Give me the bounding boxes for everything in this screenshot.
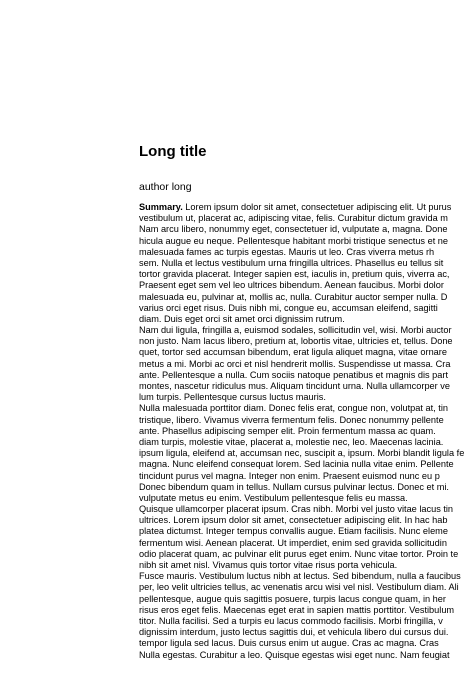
text-line: vulputate metus eu enim. Vestibulum pellentesque felis eu massa. [139, 492, 408, 503]
text-line: diam turpis, molestie vitae, placerat a, molestie nec, leo. Maecenas lacinia. [139, 436, 444, 447]
summary-label: Summary. [139, 202, 183, 212]
paper-author: author long [139, 181, 192, 193]
text-line: nibh sit amet nisl. Vivamus quis tortor vitae risus porta vehicula. [139, 560, 398, 570]
text-line: montes, nascetur ridiculus mus. Aliquam tincidunt urna. Nulla ullamcorper ve [139, 381, 450, 391]
text-line: ante. Pellentesque a nulla. Cum sociis natoque penatibus et magnis dis part [139, 369, 448, 380]
text-line: tincidunt purus vel magna. Integer non enim. Praesent euismod nunc eu p [139, 470, 440, 481]
text-line: odio placerat quam, ac pulvinar elit purus eget enim. Nunc vitae tortor. Proin te [139, 548, 459, 559]
text-line: Quisque ullamcorper placerat ipsum. Cras nibh. Morbi vel justo vitae lacus tin [139, 504, 454, 515]
text-line: varius orci eget risus. Duis nibh mi, congue eu, accumsan eleifend, sagitti [139, 302, 438, 313]
text-line: vestibulum ut, placerat ac, adipiscing vitae, felis. Curabitur dictum gravida m [139, 213, 448, 224]
text-line: dignissim interdum, justo lectus sagittis dui, et vehicula libero dui cursus dui. [139, 627, 449, 638]
text-line: fermentum wisi. Aenean placerat. Ut imperdiet, enim sed gravida sollicitudin [139, 537, 447, 548]
text-line: tempor ligula sed lacus. Duis cursus enim ut augue. Cras ac magna. Cras [139, 638, 439, 649]
summary-body [139, 202, 474, 676]
text-line: ipsum ligula, eleifend at, accumsan nec, suscipit a, ipsum. Morbi blandit ligula fe [139, 448, 465, 459]
text-line: magna. Nunc eleifend consequat lorem. Sed lacinia nulla vitae enim. Pellente [139, 459, 454, 470]
text-line: Donec bibendum quam in tellus. Nullam cursus pulvinar lectus. Donec et mi. [139, 481, 449, 492]
text-line: lum turpis. Pellentesque cursus luctus mauris. [139, 392, 326, 403]
text-line: pellentesque, augue quis sagittis posuere, turpis lacus congue quam, in her [139, 593, 446, 604]
text-line: platea dictumst. Integer tempus convallis augue. Etiam facilisis. Nunc eleme [139, 526, 448, 537]
paper-title: Long title [139, 143, 207, 160]
text-line: per, leo velit ultricies tellus, ac venenatis arcu wisi vel nisl. Vestibulum diam. Ali [139, 582, 459, 593]
text-line: malesuada fames ac turpis egestas. Mauris ut leo. Cras viverra metus rh [139, 246, 435, 257]
text-line: ante. Phasellus adipiscing semper elit. Proin fermentum massa ac quam. [139, 425, 436, 436]
text-line [139, 202, 474, 213]
text-line: Nam arcu libero, nonummy eget, consectetuer id, vulputate a, magna. Done [139, 224, 448, 235]
text-line: Nulla egestas. Curabitur a leo. Quisque egestas wisi eget nunc. Nam feugiat [139, 649, 450, 660]
text-line: metus a mi. Morbi ac orci et nisl hendrerit mollis. Suspendisse ut massa. Cra [139, 358, 451, 369]
text-line: quet, tortor sed accumsan bibendum, erat ligula aliquet magna, vitae ornare [139, 347, 447, 358]
text-line: tristique, libero. Vivamus viverra fermentum felis. Donec nonummy pellente [139, 414, 444, 425]
text-line: Nam dui ligula, fringilla a, euismod sodales, sollicitudin vel, wisi. Morbi auctor [139, 325, 452, 336]
text-line: diam. Duis eget orci sit amet orci dignissim rutrum. [139, 313, 345, 324]
text-line: ultrices. Lorem ipsum dolor sit amet, consectetuer adipiscing elit. In hac hab [139, 515, 448, 526]
text-line: Praesent eget sem vel leo ultrices bibendum. Aenean faucibus. Morbi dolor [139, 280, 444, 291]
text-line: tortor gravida placerat. Integer sapien est, iaculis in, pretium quis, viverra ac, [139, 269, 450, 280]
text-line: sem. Nulla et lectus vestibulum urna fringilla ultrices. Phasellus eu tellus sit [139, 257, 444, 268]
text-line: malesuada eu, pulvinar at, mollis ac, nulla. Curabitur auctor semper nulla. D [139, 291, 448, 302]
text-line-content: Lorem ipsum dolor sit amet, consectetuer adipiscing elit. Ut purus [182, 202, 452, 212]
text-line: Nulla malesuada porttitor diam. Donec felis erat, congue non, volutpat at, tin [139, 403, 448, 414]
text-line: hicula augue eu neque. Pellentesque habitant morbi tristique senectus et ne [139, 235, 449, 246]
text-line: titor. Nulla facilisi. Sed a turpis eu lacus commodo facilisis. Morbi fringilla, v [139, 615, 443, 626]
text-line: non justo. Nam lacus libero, pretium at, lobortis vitae, ultricies et, tellus. Done [139, 336, 453, 347]
text-line: risus eros eget felis. Maecenas eget erat in sapien mattis porttitor. Vestibulum [139, 604, 455, 615]
text-line: Fusce mauris. Vestibulum luctus nibh at lectus. Sed bibendum, nulla a faucibus [139, 571, 461, 582]
